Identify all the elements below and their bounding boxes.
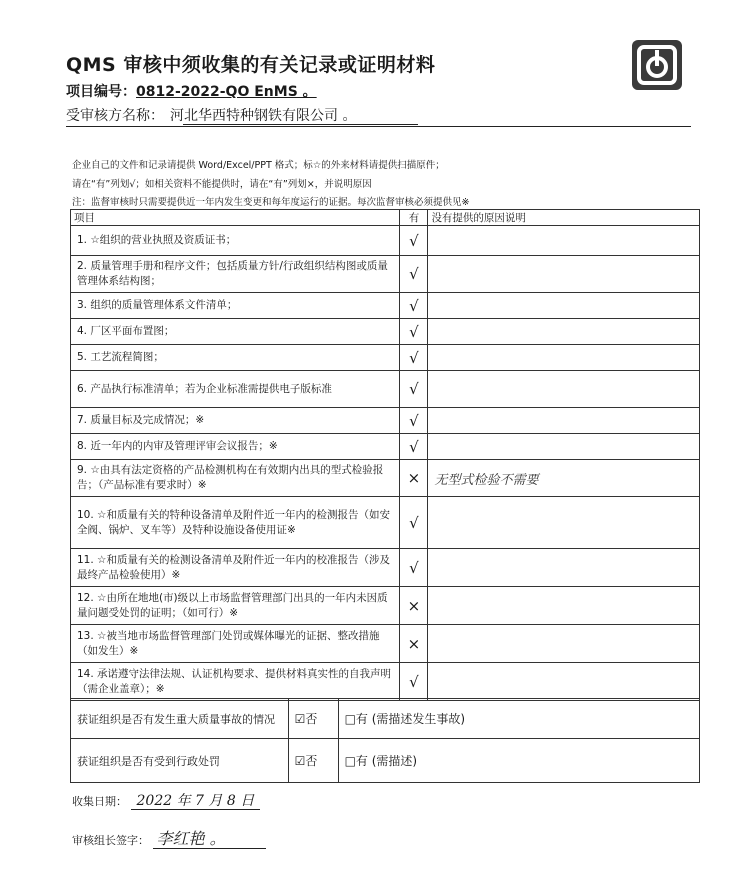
has-mark: √ <box>400 345 428 371</box>
date-label: 收集日期： <box>72 795 127 808</box>
reason-text <box>428 256 700 293</box>
reason-text: 无型式检验不需要 <box>428 460 700 497</box>
table-row <box>71 549 700 587</box>
reason-text <box>428 434 700 460</box>
table-row <box>71 497 700 549</box>
auditee-label: 受审核方名称： <box>66 108 164 124</box>
incident-table <box>70 698 700 783</box>
yes-checkbox[interactable]: □有 (需描述发生事故) <box>338 699 699 739</box>
item-text: 8. 近一年内的内审及管理评审会议报告；※ <box>71 434 400 460</box>
has-mark: √ <box>400 319 428 345</box>
has-mark: √ <box>400 408 428 434</box>
table-row <box>71 319 700 345</box>
has-mark: × <box>400 587 428 625</box>
reason-text <box>428 371 700 408</box>
table-row <box>71 625 700 663</box>
has-mark: √ <box>400 293 428 319</box>
table-row <box>71 434 700 460</box>
document-title: QMS 审核中须收集的有关记录或证明材料 <box>66 54 436 76</box>
reason-text <box>428 345 700 371</box>
has-mark: √ <box>400 497 428 549</box>
company-logo <box>632 40 682 90</box>
auditee-value: 河北华西特种钢铁有限公司 。 <box>170 108 357 124</box>
yes-checkbox[interactable]: □有 (需描述) <box>338 739 699 783</box>
materials-checklist-table <box>70 209 700 701</box>
table-row <box>71 408 700 434</box>
table-row <box>71 293 700 319</box>
item-text: 7. 质量目标及完成情况；※ <box>71 408 400 434</box>
item-text: 5. 工艺流程简图； <box>71 345 400 371</box>
has-mark: × <box>400 460 428 497</box>
instruction-note: 企业自己的文件和记录请提供 Word/Excel/PPT 格式；标☆的外来材料请提供扫描原件； <box>72 160 445 171</box>
item-text: 4. 厂区平面布置图； <box>71 319 400 345</box>
has-mark: √ <box>400 434 428 460</box>
item-text: 9. ☆由具有法定资格的产品检测机构在有效期内出具的型式检验报告；（产品标准有要求时）※ <box>71 460 400 497</box>
project-number-value: 0812-2022-QO EnMS 。 <box>136 84 317 100</box>
reason-text <box>428 497 700 549</box>
column-header-reason: 没有提供的原因说明 <box>428 210 700 226</box>
reason-text <box>428 293 700 319</box>
has-mark: √ <box>400 663 428 701</box>
has-mark: √ <box>400 549 428 587</box>
table-row <box>71 460 700 497</box>
reason-text <box>428 408 700 434</box>
question-text: 获证组织是否有受到行政处罚 <box>71 739 289 783</box>
instruction-note: 请在“有”列划√；如相关资料不能提供时，请在“有”列划×，并说明原因 <box>72 179 372 190</box>
item-text: 13. ☆被当地市场监督管理部门处罚或媒体曝光的证据、整改措施（如发生）※ <box>71 625 400 663</box>
project-number-label: 项目编号： <box>66 84 136 100</box>
auditee-name <box>66 105 426 125</box>
reason-text <box>428 663 700 701</box>
table-row <box>71 345 700 371</box>
table-row <box>71 739 700 783</box>
has-mark: × <box>400 625 428 663</box>
has-mark: √ <box>400 371 428 408</box>
item-text: 11. ☆和质量有关的检测设备清单及附件近一年内的校准报告（涉及最终产品检验使用）※ <box>71 549 400 587</box>
instruction-note: 注：监督审核时只需要提供近一年内发生变更和每年度运行的证据。每次监督审核必须提供见※ <box>72 197 470 208</box>
no-checkbox[interactable]: ☑否 <box>288 739 338 783</box>
item-text: 2. 质量管理手册和程序文件；包括质量方针/行政组织结构图或质量管理体系结构图； <box>71 256 400 293</box>
reason-text <box>428 587 700 625</box>
table-row <box>71 371 700 408</box>
divider <box>183 124 418 125</box>
has-mark: √ <box>400 226 428 256</box>
column-header-has: 有 <box>400 210 428 226</box>
project-number <box>66 81 317 101</box>
reason-text <box>428 549 700 587</box>
table-row <box>71 663 700 701</box>
auditor-signature <box>72 826 266 849</box>
table-row <box>71 226 700 256</box>
reason-text <box>428 625 700 663</box>
item-text: 12. ☆由所在地地(市)级以上市场监督管理部门出具的一年内未因质量问题受处罚的证明；（如可行）※ <box>71 587 400 625</box>
reason-text <box>428 319 700 345</box>
reason-text <box>428 226 700 256</box>
signature-value: 李红艳 。 <box>153 829 266 849</box>
table-row <box>71 699 700 739</box>
item-text: 1. ☆组织的营业执照及资质证书； <box>71 226 400 256</box>
item-text: 14. 承诺遵守法律法规、认证机构要求、提供材料真实性的自我声明（需企业盖章）；※ <box>71 663 400 701</box>
item-text: 3. 组织的质量管理体系文件清单； <box>71 293 400 319</box>
no-checkbox[interactable]: ☑否 <box>288 699 338 739</box>
signature-label: 审核组长签字： <box>72 834 149 847</box>
has-mark: √ <box>400 256 428 293</box>
table-row <box>71 256 700 293</box>
item-text: 10. ☆和质量有关的特种设备清单及附件近一年内的检测报告（如安全阀、锅炉、叉车等）及特种设施设备使用证※ <box>71 497 400 549</box>
date-value: 2022 年 7 月 8 日 <box>131 793 261 810</box>
collection-date <box>72 790 260 810</box>
divider <box>66 126 691 127</box>
question-text: 获证组织是否有发生重大质量事故的情况 <box>71 699 289 739</box>
column-header-item: 项目 <box>71 210 400 226</box>
table-row <box>71 587 700 625</box>
table-header-row <box>71 210 700 226</box>
item-text: 6. 产品执行标准清单；若为企业标准需提供电子版标准 <box>71 371 400 408</box>
